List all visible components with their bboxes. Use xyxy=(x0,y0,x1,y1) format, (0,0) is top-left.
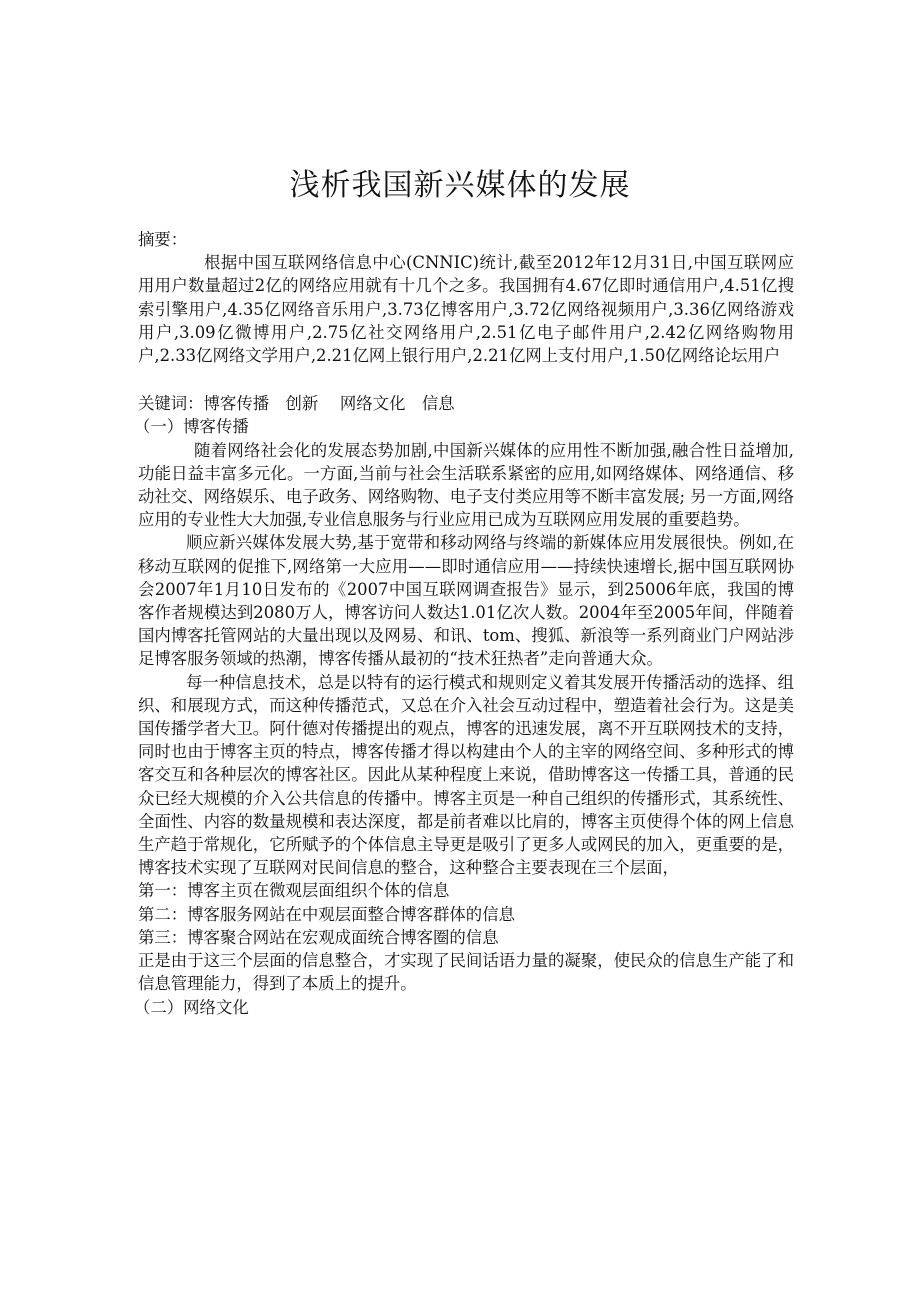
document-title: 浅析我国新兴媒体的发展 xyxy=(289,168,631,203)
abstract-paragraph: 根据中国互联网络信息中心(CNNIC)统计,截至2012年12月31日,中国互联网应用用户数量超过2亿的网络应用就有十几个之多。我国拥有4.67亿即时通信用户,4.51亿搜索引擎用户,4.35亿网络音乐用户,3.73亿博客用户,3.72亿网络视频用户,3.36亿网络游戏用户,3.09亿微博用户,2.75亿社交网络用户,2.51亿电子邮件用户,2.42亿网络购物用户,2.33亿网络文学用户,2.21亿网上银行用户,2.21亿网上支付用户,1.50亿网络论坛用户 xyxy=(138,253,794,366)
section1-paragraph: 顺应新兴媒体发展大势,基于宽带和移动网络与终端的新媒体应用发展很快。例如,在移动互联网的促推下,网络第一大应用——即时通信应用——持续快速增长,据中国互联网协会2007年1月10日发布的《2007中国互联网调查报告》显示，到25006年底，我国的博客作者规模达到2080万人，博客访问人数达1.01亿次人数。2004年至2005年间，伴随着国内博客托管网站的大量出现以及网易、和讯、tom、搜狐、新浪等一系列商业门户网站涉足博客服务领域的热潮，博客传播从最初的“技术狂热者”走向普通大众。 xyxy=(138,533,794,669)
conclusion-paragraph: 正是由于这三个层面的信息整合，才实现了民间话语力量的凝聚，使民众的信息生产能了和信息管理能力，得到了本质上的提升。 xyxy=(138,951,794,994)
document-body xyxy=(134,228,794,1019)
keywords-line: 关键词：博客传播 创新 网络文化 信息 xyxy=(138,394,455,414)
paragraph-spacer xyxy=(138,367,794,392)
level-item: 第三：博客聚合网站在宏观成面统合博客圈的信息 xyxy=(138,927,499,947)
abstract-label: 摘要： xyxy=(138,230,188,249)
section1-paragraph: 随着网络社会化的发展态势加剧,中国新兴媒体的应用性不断加强,融合性日益增加,功能日益丰富多元化。一方面,当前与社会生活联系紧密的应用,如网络媒体、网络通信、移动社交、网络娱乐、电子政务、网络购物、电子支付类应用等不断丰富发展; 另一方面,网络应用的专业性大大加强,专业信息服务与行业应用已成为互联网应用发展的重要趋势。 xyxy=(138,440,794,530)
level-item: 第二：博客服务网站在中观层面整合博客群体的信息 xyxy=(138,904,515,924)
level-item: 第一：博客主页在微观层面组织个体的信息 xyxy=(138,881,450,901)
section1-paragraph: 每一种信息技术，总是以特有的运行模式和规则定义着其发展开传播活动的选择、组织、和展现方式，而这种传播范式，又总在介入社会互动过程中，塑造着社会行为。这是美国传播学者大卫。阿什德对传播提出的观点，博客的迅速发展，离不开互联网技术的支持，同时也由于博客主页的特点，博客传播才得以构建由个人的主宰的网络空间、多种形式的博客交互和各种层次的博客社区。因此从某种程度上来说，借助博客这一传播工具，普通的民众已经大规模的介入公共信息的传播中。博客主页是一种自己组织的传播形式，其系统性、全面性、内容的数量规模和表达深度，都是前者难以比肩的，博客主页使得个体的网上信息生产趋于常规化，它所赋予的个体信息主导更是吸引了更多人或网民的加入，更重要的是，博客技术实现了互联网对民间信息的整合，这种整合主要表现在三个层面， xyxy=(138,672,794,878)
section-heading-network-culture: （二）网络文化 xyxy=(134,997,249,1017)
section-heading-blog-communication: （一）博客传播 xyxy=(134,417,249,437)
